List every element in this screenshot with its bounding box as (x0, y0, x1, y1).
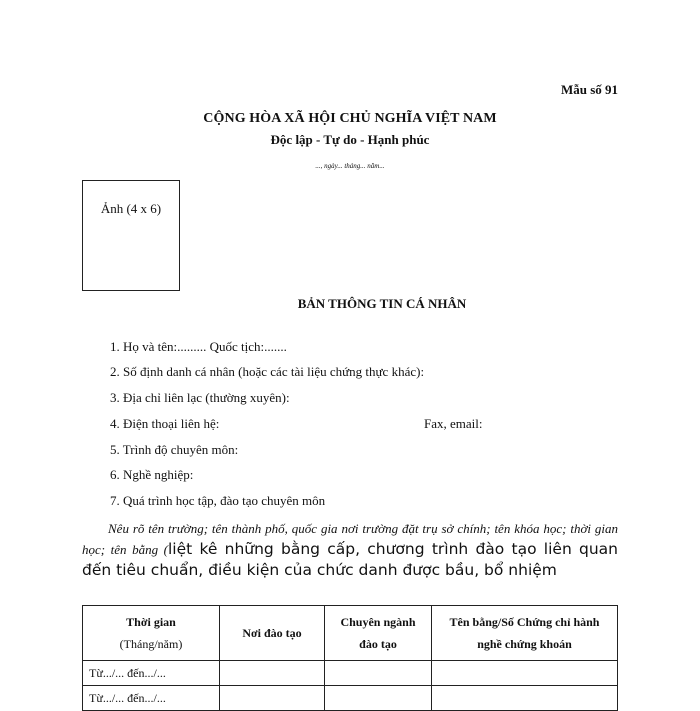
header-cert-line2: nghề chứng khoán (477, 637, 572, 651)
cell-place[interactable] (220, 686, 325, 711)
column-header-major (325, 606, 432, 661)
table-row (83, 661, 618, 686)
table-row (83, 686, 618, 711)
header-major-line1: Chuyên ngành (340, 615, 416, 629)
field-phone: 4. Điện thoại liên hệ: (110, 416, 220, 431)
field-training-history: 7. Quá trình học tập, đào tạo chuyên môn (110, 493, 326, 508)
cell-certificate[interactable] (432, 686, 618, 711)
column-header-time (83, 606, 220, 661)
table-header-row (83, 606, 618, 661)
training-instructions (82, 518, 618, 581)
column-header-certificate (432, 606, 618, 661)
photo-label: Ảnh (4 x 6) (100, 201, 162, 216)
header-cert-line1: Tên bằng/Số Chứng chỉ hành (449, 615, 600, 629)
header-major-line2: đào tạo (359, 637, 397, 651)
date-line: ..., ngày... tháng... năm... (315, 162, 385, 170)
field-education: 5. Trình độ chuyên môn: (110, 442, 239, 457)
photo-box (82, 180, 180, 291)
column-header-place: Nơi đào tạo (220, 606, 325, 661)
form-number: Mẫu số 91 (560, 82, 618, 97)
field-fax-email: Fax, email: (424, 416, 483, 431)
cell-time[interactable]: Từ.../... đến.../... (83, 661, 220, 686)
header-time-sub: (Tháng/năm) (119, 637, 183, 651)
field-name-nationality: 1. Họ và tên:......... Quốc tịch:....... (110, 339, 287, 354)
field-id-number: 2. Số định danh cá nhân (hoặc các tài liệu chứng thực khác): (110, 364, 425, 379)
national-title: CỘNG HÒA XÃ HỘI CHỦ NGHĨA VIỆT NAM (203, 111, 497, 126)
instructions-italic: Nêu rõ tên trường; tên thành phố, quốc gia nơi trường đặt trụ sở chính; tên khóa học; thời gian học; tên bằng ( (82, 521, 618, 557)
cell-major[interactable] (325, 686, 432, 711)
training-table (82, 605, 618, 711)
header-time-label: Thời gian (126, 615, 176, 629)
field-occupation: 6. Nghề nghiệp: (110, 467, 194, 482)
field-address: 3. Địa chỉ liên lạc (thường xuyên): (110, 390, 290, 405)
cell-certificate[interactable] (432, 661, 618, 686)
cell-place[interactable] (220, 661, 325, 686)
cell-major[interactable] (325, 661, 432, 686)
document-title: BẢN THÔNG TIN CÁ NHÂN (297, 296, 467, 311)
cell-time[interactable]: Từ.../... đến.../... (83, 686, 220, 711)
instructions-plain: liệt kê những bằng cấp, chương trình đào tạo liên quan đến tiêu chuẩn, điều kiện của chức danh được bầu, bổ nhiệm (82, 540, 618, 579)
motto: Độc lập - Tự do - Hạnh phúc (270, 132, 430, 147)
